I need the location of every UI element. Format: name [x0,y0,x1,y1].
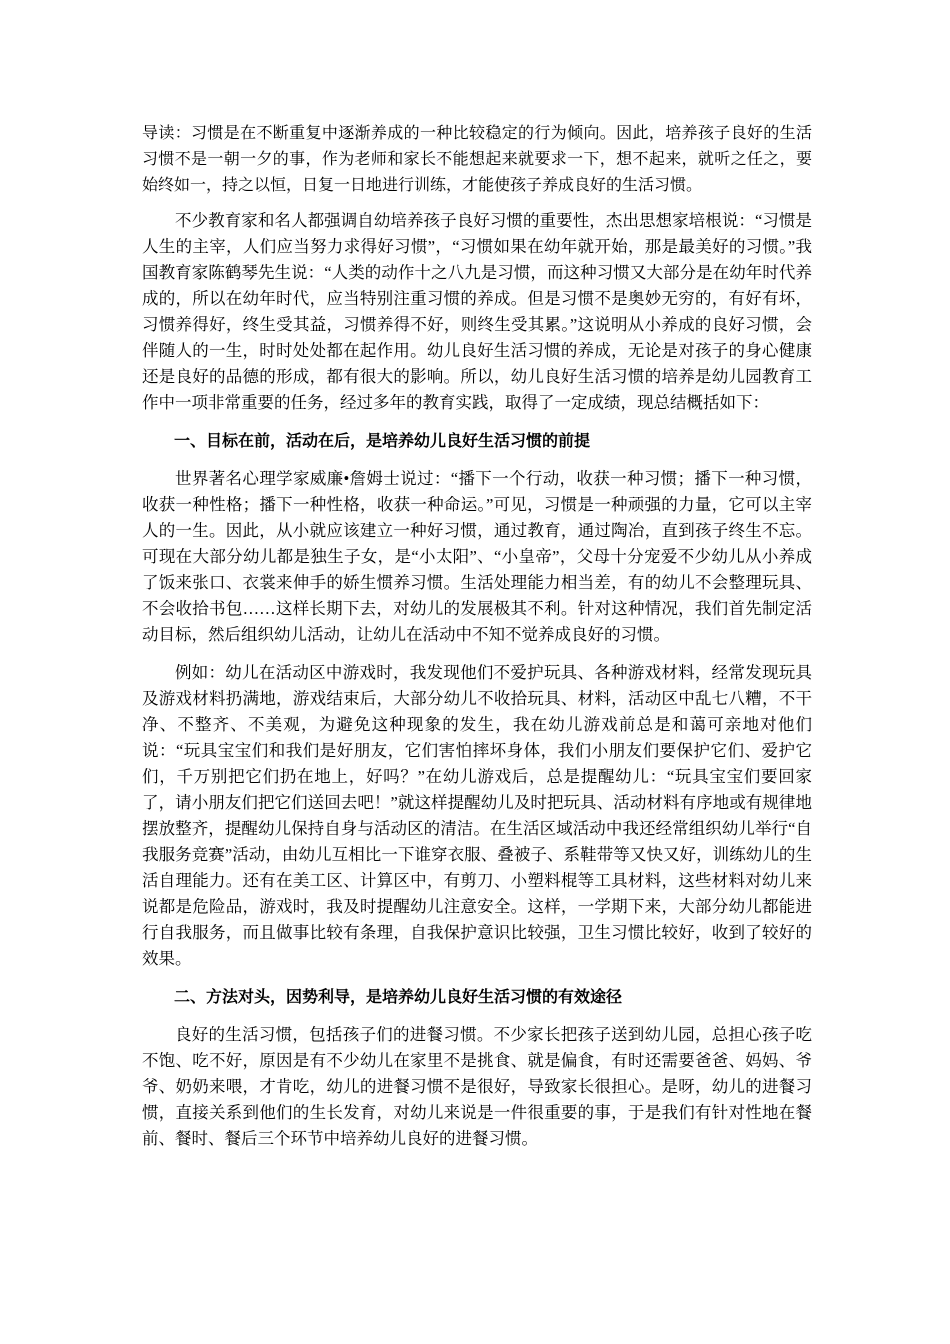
body-paragraph-3: 例如：幼儿在活动区中游戏时，我发现他们不爱护玩具、各种游戏材料，经常发现玩具及游戏材料扔满地，游戏结束后，大部分幼儿不收拾玩具、材料，活动区中乱七八糟，不干净、不整齐、不美观，为避免这种现象的发生，我在幼儿游戏前总是和蔼可亲地对他们说：“玩具宝宝们和我们是好朋友，它们害怕摔坏身体，我们小朋友们要保护它们、爱护它们，千万别把它们扔在地上，好吗？”在幼儿游戏后，总是提醒幼儿：“玩具宝宝们要回家了，请小朋友们把它们送回去吧！”就这样提醒幼儿及时把玩具、活动材料有序地或有规律地摆放整齐，提醒幼儿保持自身与活动区的清洁。在生活区域活动中我还经常组织幼儿举行“自我服务竞赛”活动，由幼儿互相比一下谁穿衣服、叠被子、系鞋带等又快又好，训练幼儿的生活自理能力。还有在美工区、计算区中，有剪刀、小塑料棍等工具材料，这些材料对幼儿来说都是危险品，游戏时，我及时提醒幼儿注意安全。这样，一学期下来，大部分幼儿都能进行自我服务，而且做事比较有条理，自我保护意识比较强，卫生习惯比较好，收到了较好的效果。 [142,663,812,968]
body-paragraph-1: 不少教育家和名人都强调自幼培养孩子良好习惯的重要性，杰出思想家培根说：“习惯是人生的主宰，人们应当努力求得好习惯”，“习惯如果在幼年就开始，那是最美好的习惯。”我国教育家陈鹤琴先生说：“人类的动作十之八九是习惯，而这种习惯又大部分是在幼年时代养成的，所以在幼年时代，应当特别注重习惯的养成。但是习惯不是奥妙无穷的，有好有坏，习惯养得好，终生受其益，习惯养得不好，则终生受其累。”这说明从小养成的良好习惯，会伴随人的一生，时时处处都在起作用。幼儿良好生活习惯的养成，无论是对孩子的身心健康还是良好的品德的形成，都有很大的影响。所以，幼儿良好生活习惯的培养是幼儿园教育工作中一项非常重要的任务，经过多年的教育实践，取得了一定成绩，现总结概括如下： [142,211,812,412]
section-heading-2: 二、方法对头，因势利导，是培养幼儿良好生活习惯的有效途径 [174,987,623,1006]
intro-paragraph: 导读：习惯是在不断重复中逐渐养成的一种比较稳定的行为倾向。因此，培养孩子良好的生活习惯不是一朝一夕的事，作为老师和家长不能想起来就要求一下，想不起来，就听之任之，要始终如一，持之以恒，日复一日地进行训练，才能使孩子养成良好的生活习惯。 [142,123,812,194]
body-paragraph-2: 世界著名心理学家威廉•詹姆士说过：“播下一个行动，收获一种习惯；播下一种习惯，收获一种性格；播下一种性格，收获一种命运。”可见，习惯是一种顽强的力量，它可以主宰人的一生。因此，从小就应该建立一种好习惯，通过教育，通过陶冶，直到孩子终生不忘。可现在大部分幼儿都是独生子女，是“小太阳”、“小皇帝”，父母十分宠爱不少幼儿从小养成了饭来张口、衣裳来伸手的娇生惯养习惯。生活处理能力相当差，有的幼儿不会整理玩具、不会收拾书包……这样长期下去，对幼儿的发展极其不利。针对这种情况，我们首先制定活动目标，然后组织幼儿活动，让幼儿在活动中不知不觉养成良好的习惯。 [142,469,812,644]
body-paragraph-4: 良好的生活习惯，包括孩子们的进餐习惯。不少家长把孩子送到幼儿园，总担心孩子吃不饱、吃不好，原因是有不少幼儿在家里不是挑食、就是偏食，有时还需要爸爸、妈妈、爷爷、奶奶来喂，才肯吃，幼儿的进餐习惯不是很好，导致家长很担心。是呀，幼儿的进餐习惯，直接关系到他们的生长发育，对幼儿来说是一件很重要的事，于是我们有针对性地在餐前、餐时、餐后三个环节中培养幼儿良好的进餐习惯。 [142,1025,812,1148]
document-body [142,120,812,1164]
section-heading-1: 一、目标在前，活动在后，是培养幼儿良好生活习惯的前提 [174,431,591,450]
